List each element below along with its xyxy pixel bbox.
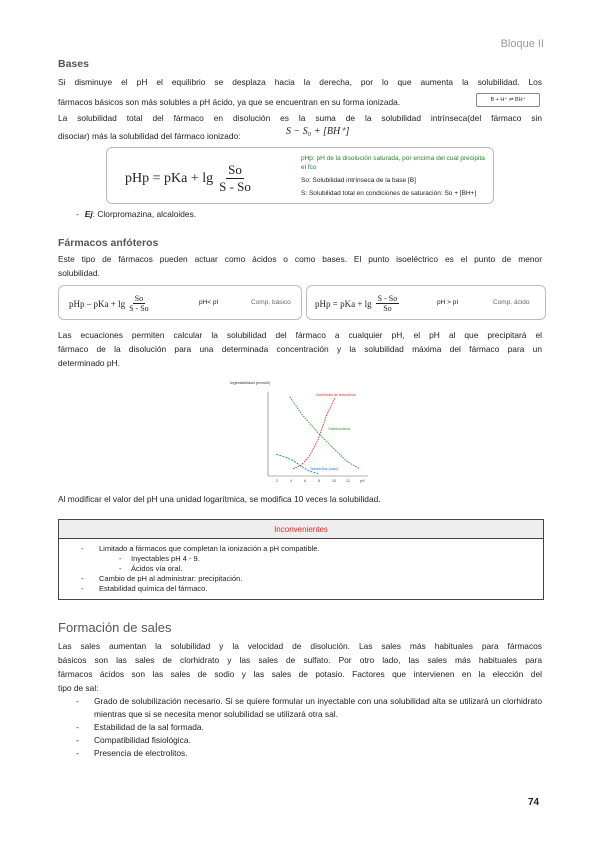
page-number: 74 (528, 797, 540, 808)
sales-factor-item: - Presencia de electrolitos. (76, 748, 188, 758)
paragraph-anfoteros-2a: Las ecuaciones permiten calcular la solubilidad del fármaco a cualquier pH, el pH al que precipitará el (58, 330, 542, 340)
formula-lhs: pHp = pKa + lg (125, 170, 214, 186)
chart-x-tick-label: pH (360, 479, 365, 483)
label-acid: Comp. ácido (493, 299, 530, 306)
paragraph-bases-2b: disociar) más la solubilidad del fármaco ionizado: (58, 131, 241, 141)
chart-series-line-1 (290, 397, 360, 469)
sales-factors-list (76, 695, 542, 760)
paragraph-sales-b: básicos son las sales de clorhidrato y las sales de sulfato. Por otro lado, las sales más habituales para (58, 655, 542, 665)
chart-series (276, 397, 359, 474)
chart-x-tick-label: 2 (276, 479, 278, 483)
chart-x-tick-label: 8 (318, 479, 320, 483)
paragraph-sales-c: fármacos ácidos son las sales de sodio y las sales de potasio. Factores que intervienen en la elección del (58, 669, 542, 679)
formula-acid-fraction (376, 294, 400, 313)
henderson-formula-bases (125, 162, 251, 195)
inconvenientes-table (58, 519, 544, 600)
paragraph-sales-a: Las sales aumentan la solubilidad y la velocidad de disolución. Las sales más habituales para fármacos (58, 641, 542, 651)
legend-so: So: Solubilidad intrínseca de la base [B] (301, 177, 416, 184)
paragraph-bases-1b: fármacos básicos son más solubles a pH ácido, ya que se encuentran en su forma ionizada. (58, 97, 401, 107)
section-title-bases: Bases (58, 58, 89, 70)
condition-basic: pH< pI (199, 299, 219, 306)
formula-box-basic (58, 285, 302, 320)
formula-acid-lhs: pHp = pKa + lg (315, 298, 372, 309)
section-title-anfoteros: Fármacos anfóteros (58, 237, 159, 249)
chart-label-tetraciclina: Tetraciclina (base) (310, 467, 339, 471)
condition-acid: pH > pI (437, 299, 459, 306)
inline-equilibrium-equation: B + H⁺ ⇌ BH⁺ (476, 93, 540, 107)
chart-label-oxitetraciclina: Oxitetraciclina (328, 427, 350, 431)
formula-basic (69, 294, 149, 313)
example-text: : Clorpromazina, alcaloides. (92, 209, 197, 219)
formula-denominator: S - So (219, 179, 251, 194)
chart-x-tick-label: 6 (304, 479, 306, 483)
sales-factor-item: - Grado de solubilización necesario. Si se quiere formular un inyectable con una solubilidad alta se utilizará un clorhidrato mientras que si se necesita menor solubilidad se utilizará otra sal. (76, 696, 542, 719)
example-prefix: Ej (84, 209, 93, 219)
chart-x-ticks (276, 479, 365, 483)
formula-box-acid (306, 285, 546, 320)
formula-acid-denominator: So (383, 304, 392, 313)
inconvenientes-body (59, 539, 544, 600)
chart-x-tick-label: 4 (290, 479, 292, 483)
paragraph-anfoteros-2b: fármaco de la disolución para una determinada concentración y la solubilidad máxima del fármaco para un (58, 344, 542, 354)
legend-s: S: Solubilidad total en condiciones de saturación: So + [BH+] (301, 190, 477, 197)
section-title-sales: Formación de sales (58, 620, 172, 635)
paragraph-sales-d: tipo de sal: (58, 683, 99, 693)
formula-basic-fraction (129, 294, 149, 313)
chart-x-tick-label: 12 (346, 479, 350, 483)
label-basic: Comp. básico (251, 299, 291, 306)
block-header: Bloque II (500, 38, 544, 50)
inconveniente-subitem: - Inyectables pH 4 - 9. (119, 554, 200, 563)
chart-label-clorhidrato: Clorhidrato de tetraciclina (316, 393, 356, 397)
paragraph-anfoteros-1b: solubilidad. (58, 268, 100, 278)
formula-fraction (219, 162, 251, 195)
sales-factor-item: - Estabilidad de la sal formada. (76, 722, 204, 732)
inconveniente-item: - Cambio de pH al administrar: precipitación. (81, 574, 243, 583)
paragraph-bases-2a: La solubilidad total del fármaco en disolución es la suma de la solubilidad intrínseca(del fármaco sin (58, 113, 542, 123)
paragraph-anfoteros-2c: determinado pH. (58, 358, 120, 368)
inconveniente-item: - Limitado a fármacos que completan la ionización a pH compatible. (81, 544, 320, 553)
solubility-ph-chart (228, 372, 378, 490)
inconveniente-item: - Estabilidad química del fármaco. (81, 584, 208, 593)
paragraph-bases-1a: Si disminuye el pH el equilibrio se desplaza hacia la derecha, por lo que aumenta la solubilidad. Los (58, 77, 542, 87)
paragraph-anfoteros-3: Al modificar el valor del pH una unidad logarítmica, se modifica 10 veces la solubilidad. (58, 494, 381, 504)
formula-numerator: So (228, 162, 242, 177)
legend-php: pHp: pH de la disolución saturada, por encima del cual precipita el fco (301, 155, 485, 171)
formula-basic-lhs: pHp – pKa + lg (69, 298, 126, 309)
example-line: - Ej: Clorpromazina, alcaloides. (76, 209, 197, 219)
total-solubility-equation: S − S₀ + [BH⁺] (286, 126, 350, 137)
chart-series-line-0 (293, 398, 335, 469)
sales-factor-item: - Compatibilidad fisiológica. (76, 735, 191, 745)
formula-basic-denominator: S - So (129, 304, 149, 313)
inconveniente-subitem: - Ácidos vía oral. (119, 564, 183, 573)
chart-ylabel: Ingestabilidad (mmol/l) (230, 380, 271, 385)
formula-acid (315, 294, 399, 313)
formula-basic-numerator: So (134, 294, 144, 303)
formula-acid-numerator: S - So (377, 294, 398, 303)
chart-x-tick-label: 10 (332, 479, 336, 483)
paragraph-anfoteros-1a: Este tipo de fármacos pueden actuar como ácidos o como bases. El punto isoeléctrico es el punto de menor (58, 254, 542, 264)
bases-formula-box (106, 147, 494, 204)
inconvenientes-title: Inconvenientes (59, 520, 544, 539)
